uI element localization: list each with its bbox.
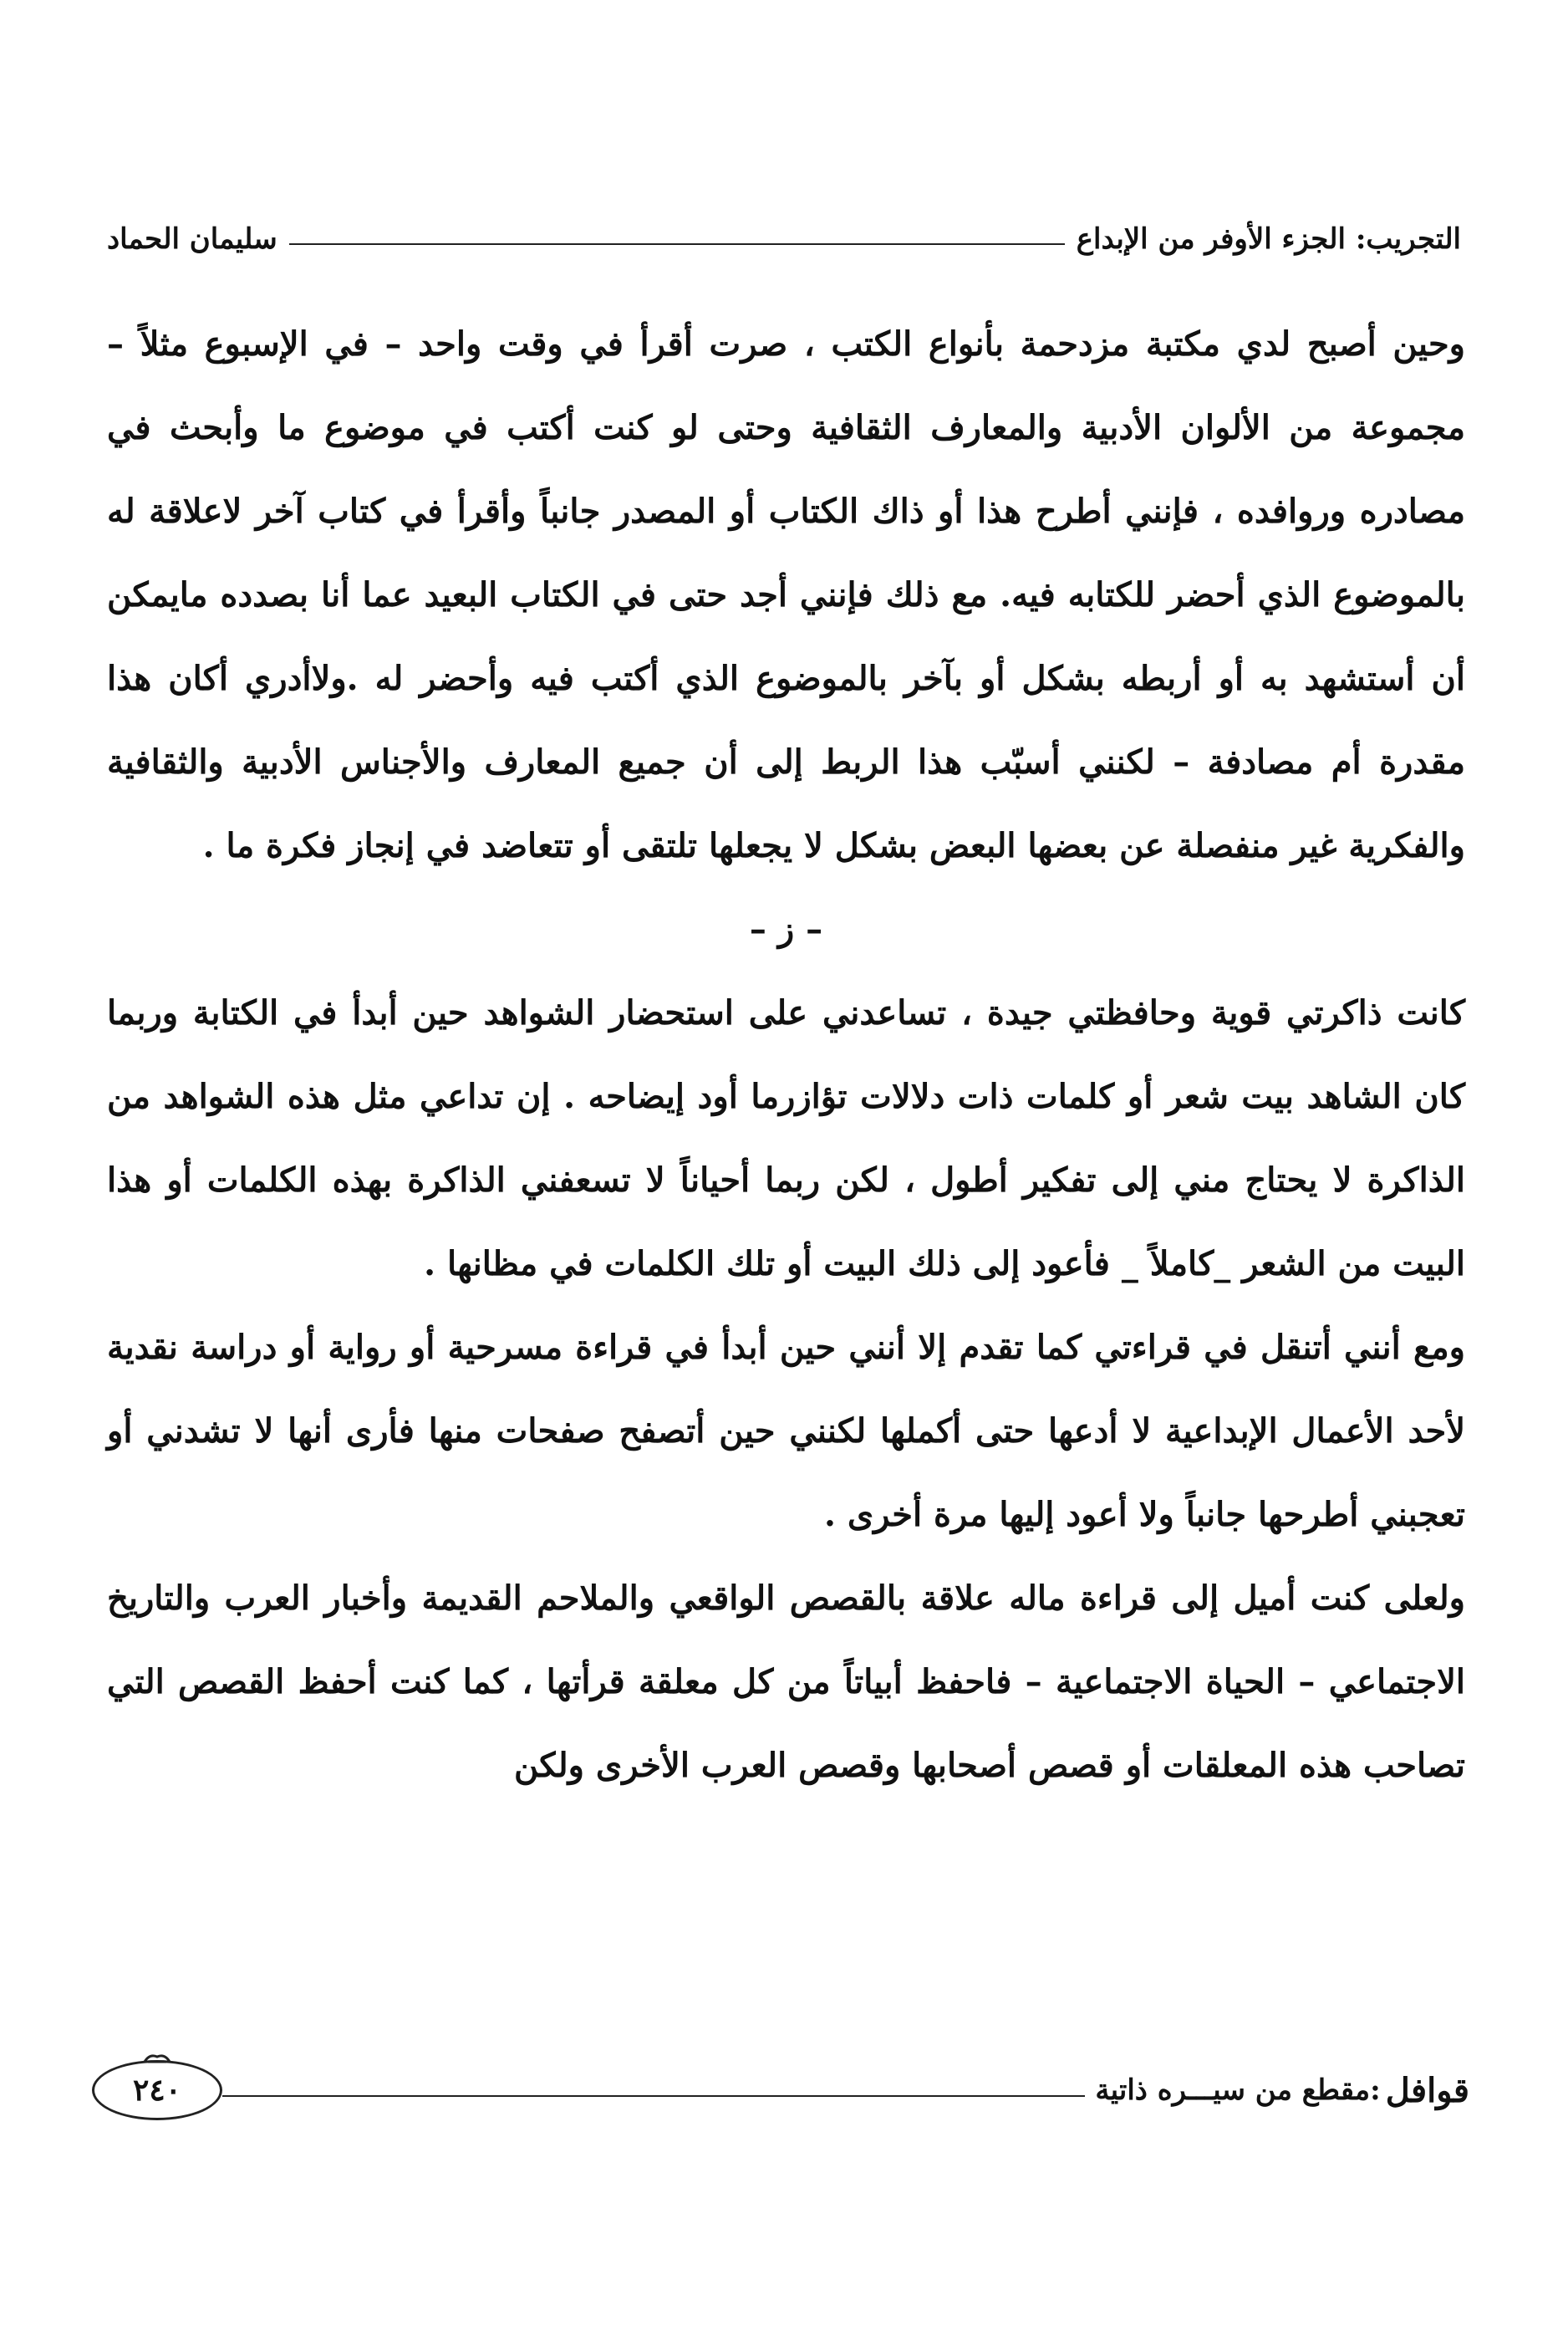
- header-author: سليمان الحماد: [107, 222, 277, 256]
- paragraph-1: وحين أصبح لدي مكتبة مزدحمة بأنواع الكتب ، صرت أقرأ في وقت واحد – في الإسبوع مثلاً – مجموعة من الألوان الأدبية والمعارف الثقافية وحتى لو كنت أكتب في موضوع ما وأبحث في مصادره وروافده ، فإنني أطرح هذا أو ذاك الكتاب أو المصدر جانباً وأقرأ في كتاب آخر لاعلاقة له بالموضوع الذي أحضر للكتابه فيه. مع ذلك فإنني أجد حتى في الكتاب البعيد عما أنا بصدده مايمكن أن أستشهد به أو أربطه بشكل أو بآخر بالموضوع الذي أكتب فيه وأحضر له .ولاأدري أكان هذا مقدرة أم مصادفة – لكنني أسبّب هذا الربط إلى أن جميع المعارف والأجناس الأدبية والثقافية والفكرية غير منفصلة عن بعضها البعض بشكل لا يجعلها تلتقى أو تتعاضد في إنجاز فكرة ما .: [107, 324, 1465, 865]
- paragraph-2: كانت ذاكرتي قوية وحافظتي جيدة ، تساعدني على استحضار الشواهد حين أبدأ في الكتابة وربما كان الشاهد بيت شعر أو كلمات ذات دلالات تؤازرما أود إيضاحه . إن تداعي مثل هذه الشواهد من الذاكرة لا يحتاج مني إلى تفكير أطول ، لكن ربما أحياناً لا تسعفني الذاكرة بهذه الكلمات أو هذا البيت من الشعر _كاملاً _ فأعود إلى ذلك البيت أو تلك الكلمات في مظانها .: [107, 993, 1466, 1283]
- footer-rule: [222, 2095, 1085, 2097]
- ornament-icon: [143, 2052, 171, 2063]
- running-header: [107, 216, 1461, 263]
- paragraph-3: ومع أنني أتنقل في قراءتي كما تقدم إلا أنني حين أبدأ في قراءة مسرحية أو رواية أو دراسة نقدية لأحد الأعمال الإبداعية لا أدعها حتى أكملها لكنني حين أتصفح صفحات منها فأرى أنها لا تشدني أو تعجبني أطرحها جانباً ولا أعود إليها مرة أخرى .: [107, 1328, 1465, 1534]
- footer-series-title: قوافل: [1385, 2070, 1469, 2110]
- running-footer: [92, 2057, 1469, 2124]
- paragraph-4: ولعلى كنت أميل إلى قراءة ماله علاقة بالقصص الواقعي والملاحم القديمة وأخبار العرب والتاريخ الاجتماعي – الحياة الاجتماعية – فاحفظ أبياتاً من كل معلقة قرأتها ، كما كنت أحفظ القصص التي تصاحب هذه المعلقات أو قصص أصحابها وقصص العرب الأخرى ولكن: [107, 1579, 1465, 1785]
- footer-subtitle: :مقطع من سيـــره ذاتية: [1095, 2073, 1381, 2107]
- main-text: [107, 303, 1465, 1808]
- section-marker: – ز –: [749, 910, 823, 949]
- header-title: التجريب: الجزء الأوفر من الإبداع: [1076, 222, 1461, 256]
- header-rule: [289, 243, 1065, 245]
- page-number-badge: [92, 2060, 222, 2120]
- page-number: ٢٤٠: [132, 2073, 181, 2108]
